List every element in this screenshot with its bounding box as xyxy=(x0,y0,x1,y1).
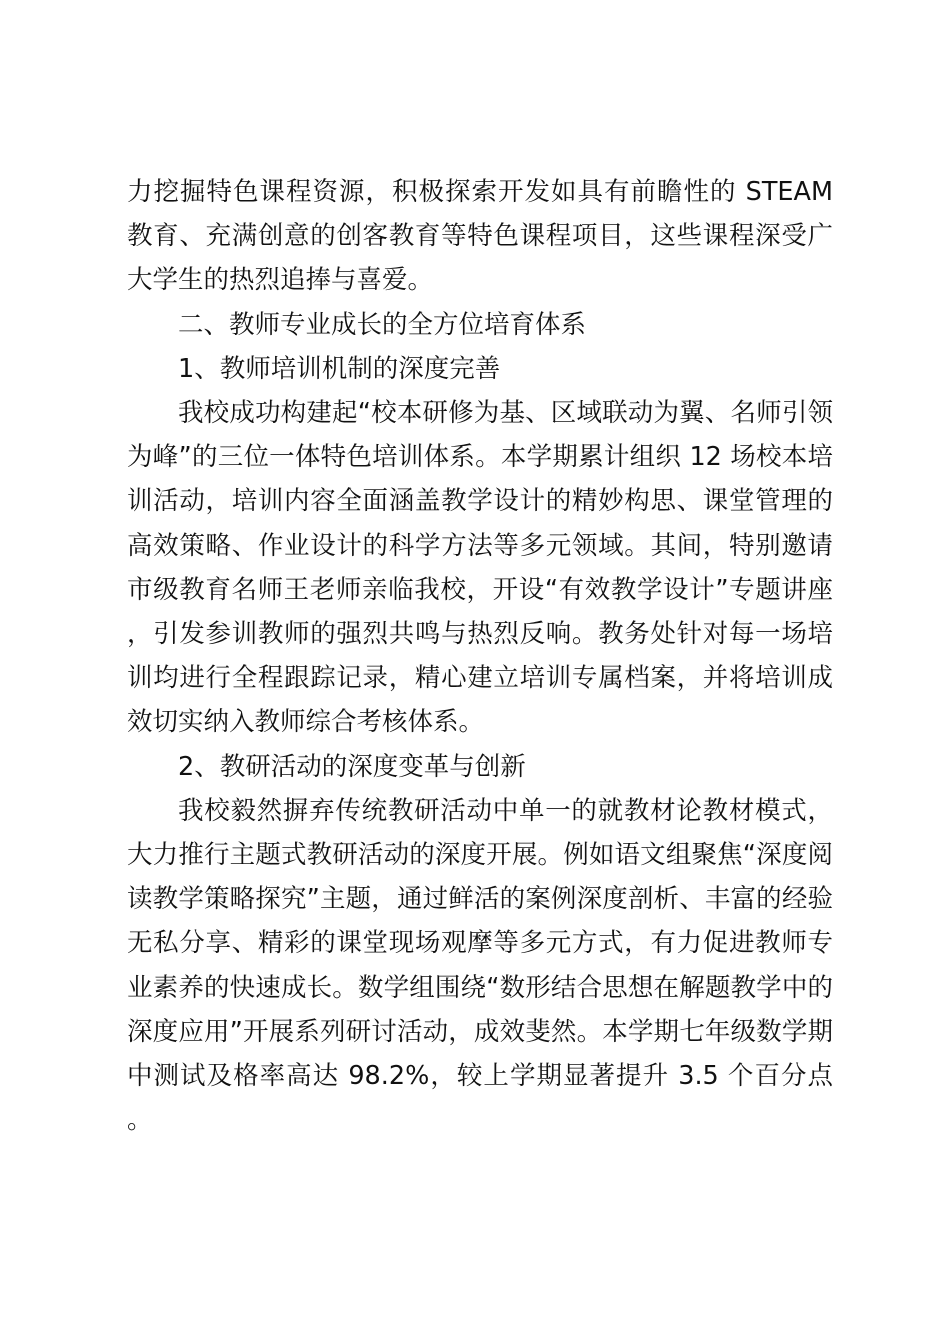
subsection-heading-training: 1、教师培训机制的深度完善 xyxy=(178,353,501,384)
subsection-heading-research: 2、教研活动的深度变革与创新 xyxy=(178,751,526,782)
section-heading-teacher-growth: 二、教师专业成长的全方位培育体系 xyxy=(178,309,587,340)
body-paragraph-research: 我校毅然摒弃传统教研活动中单一的就教材论教材模式，大力推行主题式教研活动的深度开展。例如语文组聚焦“深度阅读教学策略探究”主题，通过鲜活的案例深度剖析、丰富的经验无私分享、精彩的课堂现场观摩等多元方式，有力促进教师专业素养的快速成长。数学组围绕“数形结合思想在解题教学中的深度应用”开展系列研讨活动，成效斐然。本学期七年级数学期中测试及格率高达 98.2%，较上学期显著提升 3.5 个百分点。 xyxy=(127,795,833,1136)
body-paragraph-continuation: 力挖掘特色课程资源，积极探索开发如具有前瞻性的 STEAM 教育、充满创意的创客教育等特色课程项目，这些课程深受广大学生的热烈追捧与喜爱。 xyxy=(127,177,833,296)
document-body xyxy=(127,170,833,1142)
body-paragraph-training: 我校成功构建起“校本研修为基、区域联动为翼、名师引领为峰”的三位一体特色培训体系。本学期累计组织 12 场校本培训活动，培训内容全面涵盖教学设计的精妙构思、课堂管理的高效策略、作业设计的科学方法等多元领域。其间，特别邀请市级教育名师王老师亲临我校，开设“有效教学设计”专题讲座，引发参训教师的强烈共鸣与热烈反响。教务处针对每一场培训均进行全程跟踪记录，精心建立培训专属档案，并将培训成效切实纳入教师综合考核体系。 xyxy=(127,398,833,738)
